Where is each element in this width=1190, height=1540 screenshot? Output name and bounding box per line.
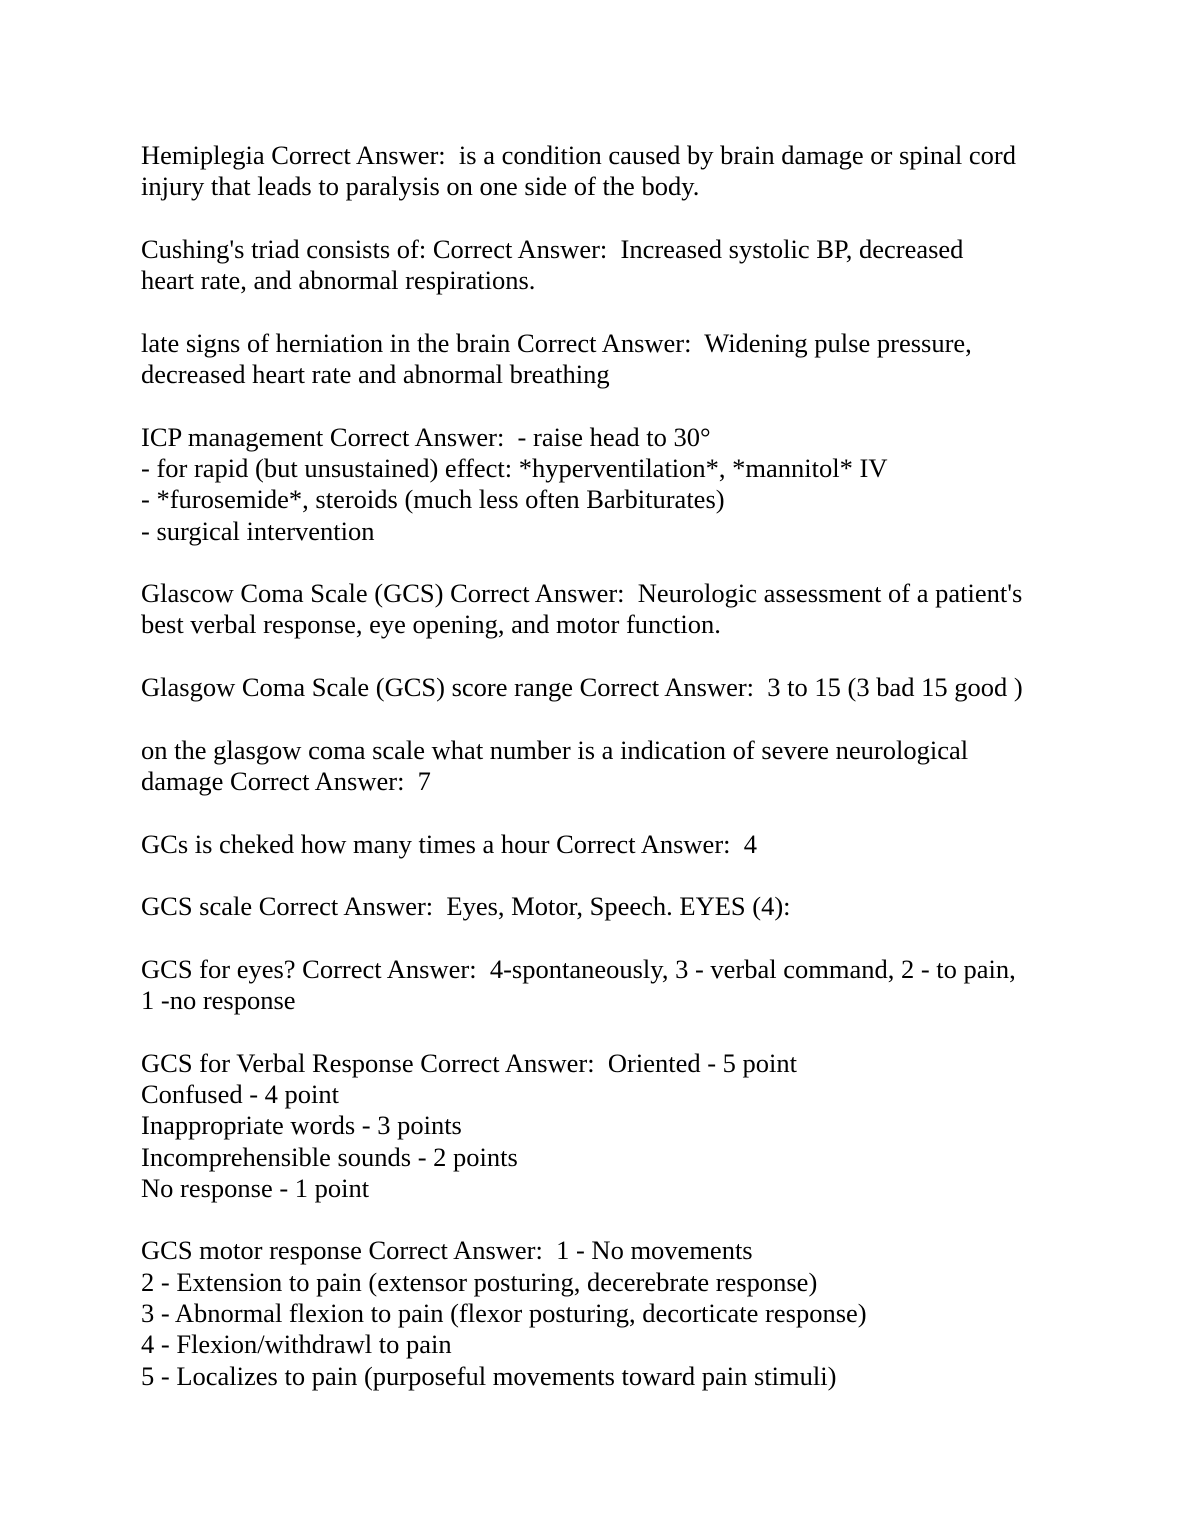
text-line: - for rapid (but unsustained) effect: *hyperventilation*, *mannitol* IV <box>141 452 888 483</box>
qa-entry-gcs-check-frequency <box>141 829 1101 860</box>
text-line: heart rate, and abnormal respirations. <box>141 265 536 296</box>
qa-entry-herniation-signs <box>141 328 1101 391</box>
qa-entry-gcs-scale <box>141 891 1101 922</box>
text-line: 3 - Abnormal flexion to pain (flexor posturing, decorticate response) <box>141 1297 867 1328</box>
text-line: 4 - Flexion/withdrawl to pain <box>141 1329 452 1360</box>
qa-entry-gcs-definition <box>141 578 1101 641</box>
text-line: 1 -no response <box>141 985 296 1016</box>
text-line: GCS scale Correct Answer: Eyes, Motor, Speech. EYES (4): <box>141 891 791 922</box>
qa-entry-hemiplegia <box>141 140 1101 203</box>
text-line: injury that leads to paralysis on one side of the body. <box>141 171 700 202</box>
text-line: GCS for eyes? Correct Answer: 4-spontaneously, 3 - verbal command, 2 - to pain, <box>141 953 1016 984</box>
text-line: Glascow Coma Scale (GCS) Correct Answer: Neurologic assessment of a patient's <box>141 578 1023 609</box>
text-line: Inappropriate words - 3 points <box>141 1110 462 1141</box>
text-line: Hemiplegia Correct Answer: is a condition caused by brain damage or spinal cord <box>141 140 1016 170</box>
text-line: ICP management Correct Answer: - raise head to 30° <box>141 421 711 452</box>
text-line: GCs is cheked how many times a hour Correct Answer: 4 <box>141 828 758 859</box>
qa-entry-cushings-triad <box>141 234 1101 297</box>
text-line: - *furosemide*, steroids (much less often Barbiturates) <box>141 484 725 515</box>
text-line: No response - 1 point <box>141 1172 370 1203</box>
text-line: Incomprehensible sounds - 2 points <box>141 1141 518 1172</box>
qa-entry-gcs-severe-damage <box>141 735 1101 798</box>
text-line: damage Correct Answer: 7 <box>141 765 431 796</box>
text-line: Glasgow Coma Scale (GCS) score range Correct Answer: 3 to 15 (3 bad 15 good ) <box>141 672 1023 703</box>
text-line: 5 - Localizes to pain (purposeful movements toward pain stimuli) <box>141 1360 837 1391</box>
qa-entry-gcs-eyes <box>141 954 1101 1017</box>
text-line: - surgical intervention <box>141 515 375 546</box>
document-body <box>141 140 1101 1423</box>
qa-entry-gcs-motor <box>141 1235 1101 1391</box>
qa-entry-gcs-verbal <box>141 1048 1101 1204</box>
qa-entry-gcs-score-range <box>141 672 1101 703</box>
text-line: on the glasgow coma scale what number is a indication of severe neurological <box>141 734 969 765</box>
text-line: GCS for Verbal Response Correct Answer: Oriented - 5 point <box>141 1047 798 1078</box>
text-line: late signs of herniation in the brain Correct Answer: Widening pulse pressure, <box>141 327 972 358</box>
text-line: best verbal response, eye opening, and motor function. <box>141 609 721 640</box>
text-line: decreased heart rate and abnormal breathing <box>141 359 610 390</box>
qa-entry-icp-management <box>141 422 1101 547</box>
text-line: GCS motor response Correct Answer: 1 - No movements <box>141 1235 753 1266</box>
text-line: Confused - 4 point <box>141 1078 339 1109</box>
text-line: 2 - Extension to pain (extensor posturing, decerebrate response) <box>141 1266 818 1297</box>
text-line: Cushing's triad consists of: Correct Answer: Increased systolic BP, decreased <box>141 233 964 264</box>
